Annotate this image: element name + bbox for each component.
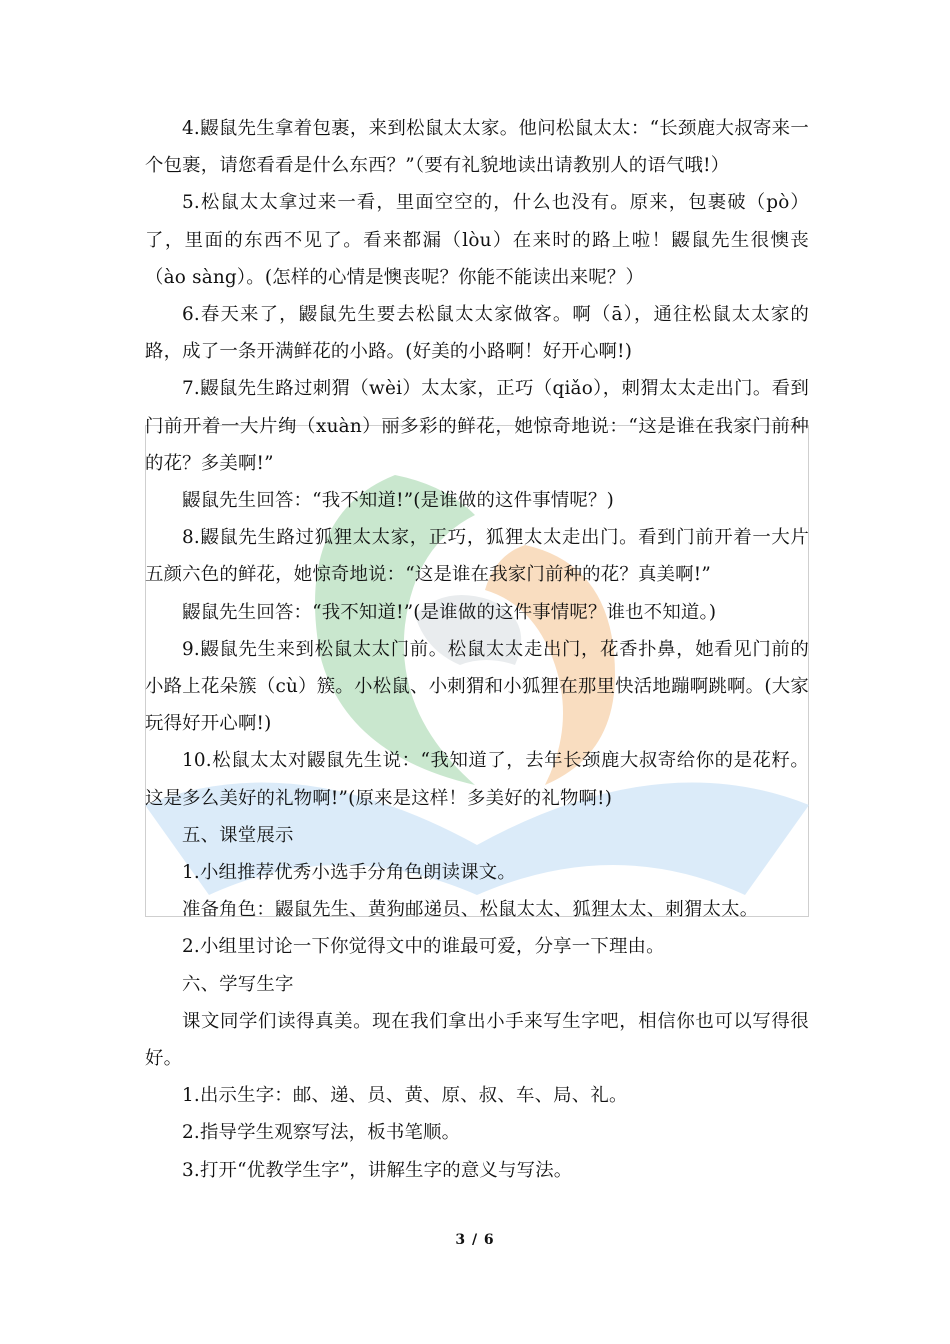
paragraph: 准备角色：鼹鼠先生、黄狗邮递员、松鼠太太、狐狸太太、刺猬太太。	[182, 899, 759, 921]
paragraph: 1.出示生字：邮、递、员、黄、原、叔、车、局、礼。	[182, 1085, 628, 1107]
page-number: 3 / 6	[455, 1232, 495, 1248]
paragraph: 鼹鼠先生回答：“我不知道!”(是谁做的这件事情呢？)	[182, 490, 614, 512]
paragraph: 课文同学们读得真美。现在我们拿出小手来写生字吧，相信你也可以写得很好。	[145, 1010, 809, 1070]
paragraph: 2.指导学生观察写法，板书笔顺。	[182, 1122, 461, 1144]
paragraph: 1.小组推荐优秀小选手分角色朗读课文。	[182, 862, 516, 884]
paragraph: 5.松鼠太太拿过来一看，里面空空的，什么也没有。原来，包裹破（pò）了，里面的东西不见了。看来都漏（lòu）在来时的路上啦！鼹鼠先生很懊丧（ào sàng）。(怎样的心情是懊丧呢？你能不能读出来呢？）	[145, 192, 809, 288]
paragraph: 10.松鼠太太对鼹鼠先生说：“我知道了，去年长颈鹿大叔寄给你的是花籽。这是多么美好的礼物啊!”(原来是这样！多美好的礼物啊!)	[145, 750, 809, 809]
paragraph: 4.鼹鼠先生拿着包裹，来到松鼠太太家。他问松鼠太太：“长颈鹿大叔寄来一个包裹，请您看看是什么东西？”（要有礼貌地读出请教别人的语气哦!）	[145, 118, 809, 177]
paragraph: 五、课堂展示	[182, 824, 294, 846]
paragraph: 6.春天来了，鼹鼠先生要去松鼠太太家做客。啊（ā），通往松鼠太太家的路，成了一条开满鲜花的小路。(好美的小路啊！好开心啊!)	[145, 304, 809, 363]
document-body	[145, 110, 809, 1189]
paragraph: 鼹鼠先生回答：“我不知道!”(是谁做的这件事情呢？谁也不知道。)	[182, 601, 717, 623]
paragraph: 7.鼹鼠先生路过刺猬（wèi）太太家，正巧（qiǎo），刺猬太太走出门。看到门前开着一大片绚（xuàn）丽多彩的鲜花，她惊奇地说：“这是谁在我家门前种的花？多美啊!”	[145, 378, 809, 474]
paragraph: 六、学写生字	[182, 973, 294, 995]
paragraph: 9.鼹鼠先生来到松鼠太太门前。松鼠太太走出门，花香扑鼻，她看见门前的小路上花朵簇（cù）簇。小松鼠、小刺猬和小狐狸在那里快活地蹦啊跳啊。(大家玩得好开心啊!)	[145, 638, 809, 735]
paragraph: 8.鼹鼠先生路过狐狸太太家，正巧，狐狸太太走出门。看到门前开着一大片五颜六色的鲜花，她惊奇地说：“这是谁在我家门前种的花？真美啊!”	[145, 527, 809, 586]
paragraph: 2.小组里讨论一下你觉得文中的谁最可爱，分享一下理由。	[182, 936, 665, 958]
paragraph: 3.打开“优教学生字”，讲解生字的意义与写法。	[182, 1159, 573, 1181]
